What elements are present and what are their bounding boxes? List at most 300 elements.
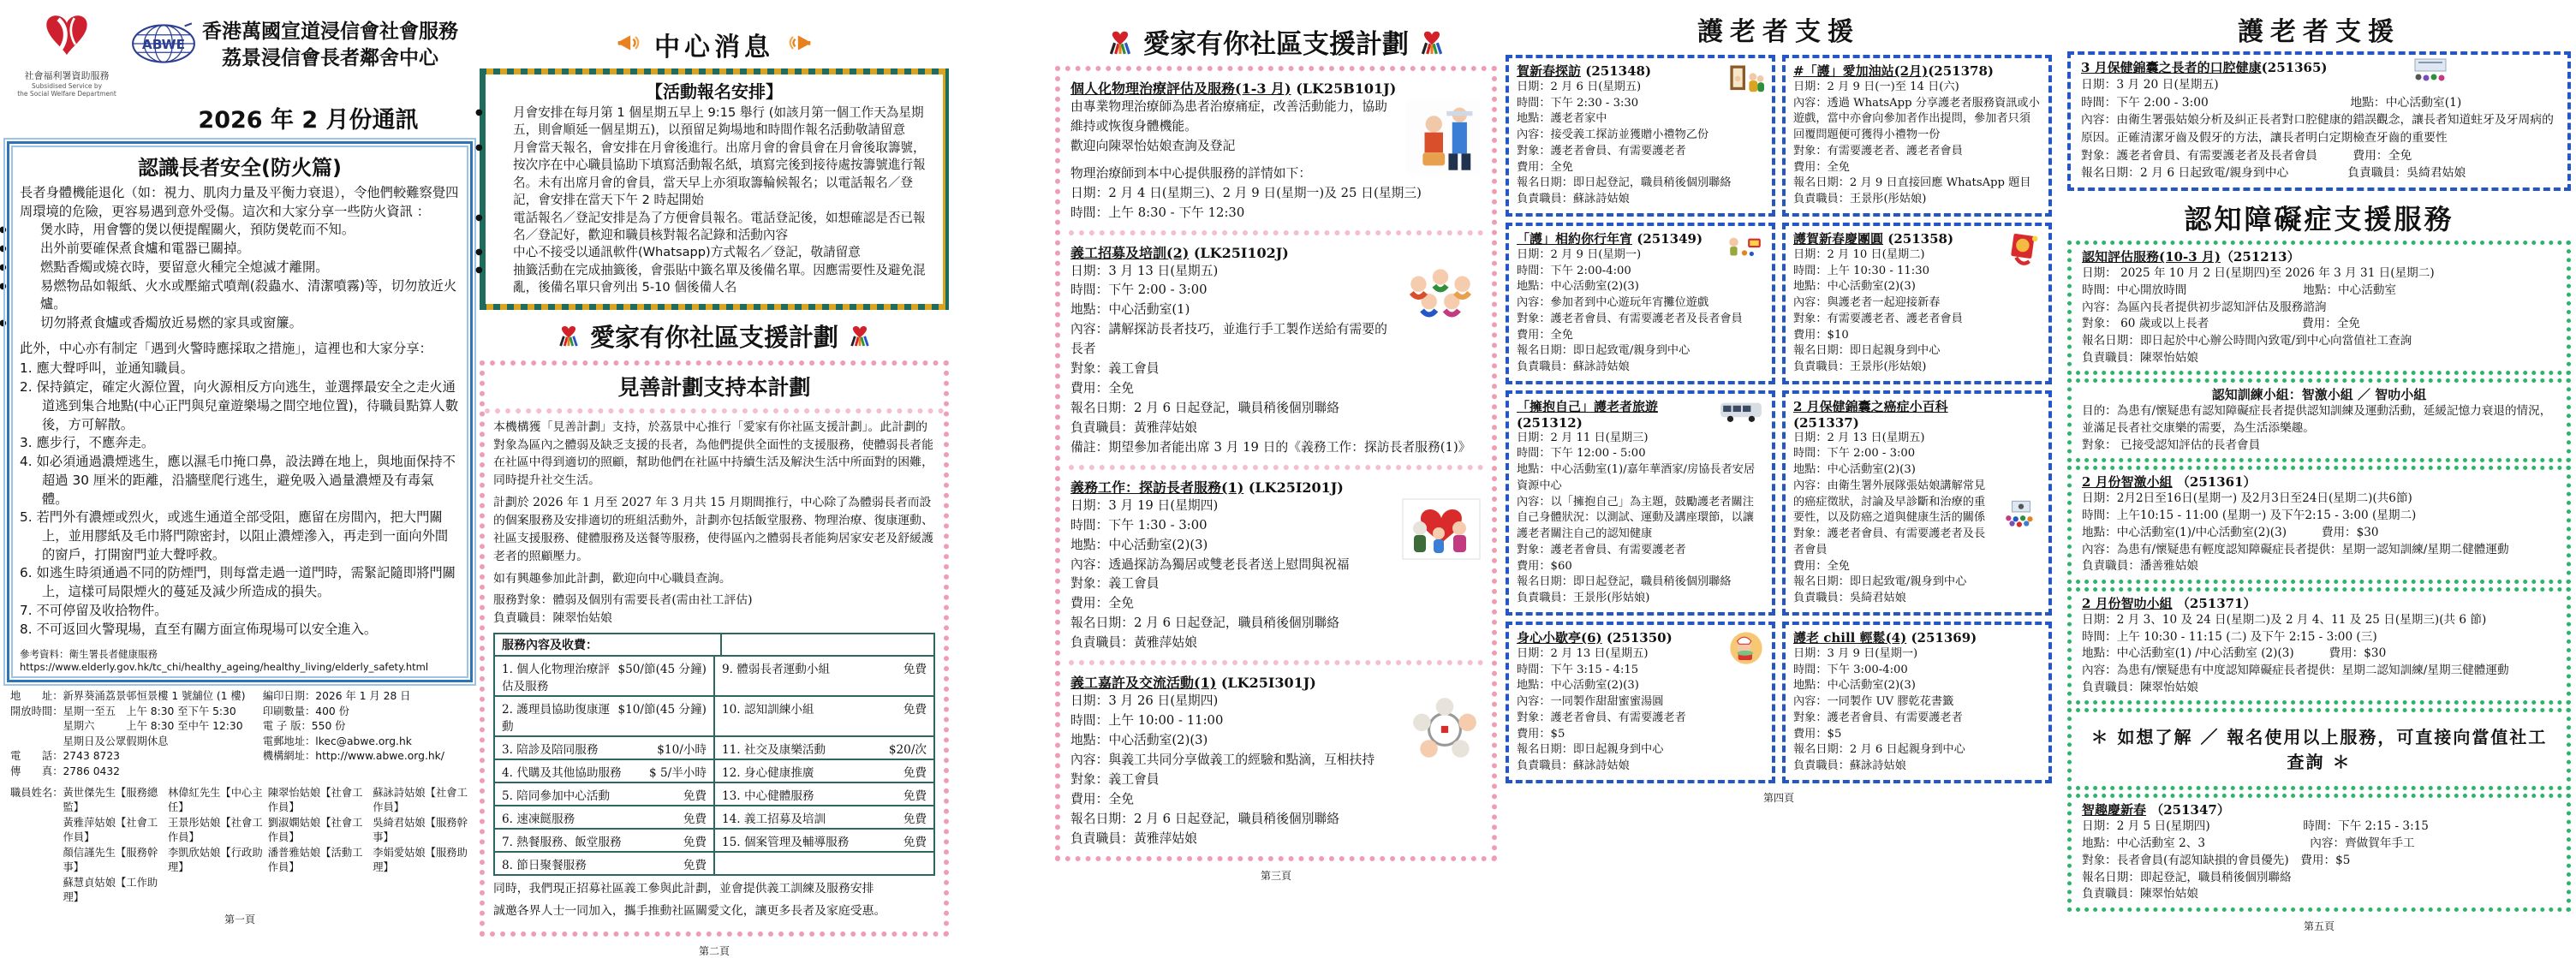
text-line: 時間：下午 2:00 - 3:00 bbox=[1070, 283, 1208, 298]
project-paragraph: 本機構獲「見善計劃」支持，於荔景中心推行「愛家有你社區支援計劃」。此計劃的對象為區內之體弱及缺乏支援的長者，為他們提供全面性的支援服務，使體弱長者能在社區中得到適切的照顧，幫助他們在社區中持續生活及解決生活中所面對的困難，同時提升社交生活。 bbox=[493, 419, 933, 488]
fire-safety-box bbox=[7, 141, 473, 682]
text-line: ● 月會當天報名，會安排在月會後進行。出席月會的會員會在月會後取籌號，按次序在中心職員協助下填寫活動報名紙，填寫完後到接待處按籌號進行報名。未有出席月會的會員，當天早上亦須取籌輪候報名；以電話報名／登記，會安排在當天下午 2 時起開始 bbox=[494, 140, 934, 210]
text-line: 地點：中心活動室(1)/嘉年華酒家/房協長者安居資源中心 bbox=[1517, 463, 1756, 492]
text-line: 日期：3 月 26 日(星期四) bbox=[1070, 693, 1219, 709]
text-line: 星期日及公眾假期休息 bbox=[10, 735, 169, 747]
activity-code: (251358) bbox=[1887, 230, 1954, 247]
activity-title: 「擁抱自己」護老者旅遊 bbox=[1517, 398, 1659, 414]
activity-box-cancer-talk bbox=[1782, 390, 2052, 616]
text-line: 對象：有需要護老者、護老者會員 bbox=[1793, 144, 1963, 158]
text-line: 時間：下午 2:00 - 3:00 地點：中心活動室(1) bbox=[2081, 95, 2462, 110]
text-line: 內容：與護老者一起迎接新春 bbox=[1793, 296, 1941, 310]
activity-heading bbox=[1070, 78, 1482, 98]
organisation-name bbox=[202, 19, 458, 72]
text-line: 負責職員：蘇詠詩姑娘 bbox=[1517, 193, 1630, 206]
fee-table-cell: 9. 體弱長者運動小組 免費 bbox=[713, 657, 933, 695]
megaphone-icon bbox=[617, 31, 641, 58]
organisation-name-line1: 香港萬國宣道浸信會社會服務 bbox=[202, 21, 458, 43]
text-line: ● 抽籤活動在完成抽籤後，會張貼中籤名單及後備名單。因應需要性及避免混亂，後備名單只會列出 5-10 個後備人名 bbox=[494, 262, 934, 297]
text-line: 地點：中心活動室(2)(3) bbox=[1517, 679, 1639, 693]
closing-line: 誠邀各界人士一同加入，攜手推動社區關愛文化，讓更多長者及家庭受惠。 bbox=[493, 903, 886, 918]
text-line: ● 月會安排在每月第 1 個星期五早上 9:15 舉行 (如該月第一個工作天為星期五，則會順延一個星期五)，以預留足夠場地和時間作報名活動敬請留意 bbox=[494, 104, 934, 140]
svg-text:ABWE: ABWE bbox=[141, 37, 186, 53]
activity-code: （251361） bbox=[2176, 474, 2257, 491]
text-line: 李娟愛姑娘【服務助理】 bbox=[373, 846, 468, 874]
kindness-project-box bbox=[480, 360, 949, 937]
text-line: 內容：為區內長者提供初步認知評估及服務諮詢 bbox=[2082, 300, 2327, 314]
text-line: 日期：2 月 13 日(星期五) bbox=[1793, 431, 1925, 444]
newsletter-page-1 bbox=[3, 0, 476, 925]
text-line: 劉淑嫻姑娘【社會工作員】 bbox=[267, 816, 363, 844]
newsletter-page-3 bbox=[1055, 0, 1497, 882]
text-line: 費用：全免 bbox=[1070, 596, 1134, 611]
text-line: 時間：上午 10:30 - 11:30 bbox=[1793, 264, 1929, 277]
registration-arrangement-title: 【活動報名安排】 bbox=[646, 81, 783, 102]
activity-title: #「護」愛加油站(2月) bbox=[1793, 63, 1929, 79]
activity-title: 2 月份智激小組 bbox=[2082, 474, 2173, 491]
carer-support-title: 護老者支援 bbox=[2238, 17, 2400, 47]
text-line: 內容：由衛生署外展隊張姑娘講解常見的癌症徵狀，討論及早診斷和治療的重要性，以及防癌之道與健康生活的關係 bbox=[1793, 479, 1986, 525]
text-line: 黃世傑先生【服務總監】 bbox=[63, 786, 158, 814]
fee-table-row bbox=[495, 783, 933, 806]
text-line: 負責職員：陳翠怡姑娘 bbox=[2082, 350, 2198, 365]
activity-code: (251349) bbox=[1637, 230, 1703, 247]
text-line: 由專業物理治療師為患者治療痛症，改善活動能力，協助維持或恢復身體機能。 bbox=[1070, 99, 1387, 134]
swd-caption-en1: Subsidised Service by bbox=[31, 82, 103, 90]
program-activities-box bbox=[1055, 66, 1497, 861]
centre-news-header bbox=[480, 26, 949, 63]
fee-table-header-row bbox=[495, 634, 933, 657]
text-line: 報名日期：2 月 9 日直接回應 WhatsApp 題目 bbox=[1793, 176, 2031, 190]
text-line: 費用：$5 bbox=[1517, 727, 1565, 741]
text-line: 對象：護老者會員、有需要護老者 bbox=[1517, 543, 1686, 556]
activity-code: (251337) bbox=[1793, 414, 1859, 431]
activity-title: 身心小歇亭(6) bbox=[1517, 629, 1602, 646]
text-line: 潘普雅姑娘【活動工作員】 bbox=[267, 846, 363, 874]
text-line: 時間：下午 3:00-4:00 bbox=[1793, 663, 1908, 676]
text-line: 對象： 60 歲或以上長者 費用：全免 bbox=[2082, 317, 2361, 331]
text-line: 費用：全免 bbox=[1517, 160, 1573, 174]
text-line: 報名日期：即日起親身到中心 bbox=[1517, 743, 1664, 757]
text-line: ● 燃點香燭或燒衣時，要留意火種完全熄滅才離開。 bbox=[20, 259, 460, 277]
activity-code: (LK25I301J) bbox=[1220, 675, 1316, 692]
text-line: 2. 保持鎮定，確定火源位置，向火源相反方向逃生，並選擇最安全之走火通道逃到集合地點(中心正門與兒童遊樂場之間空地位置)，待職員點算人數後，方可解散。 bbox=[20, 379, 459, 432]
text-line: 時間：下午 2:30 - 3:30 bbox=[1517, 96, 1639, 110]
activity-code: （251371） bbox=[2176, 595, 2257, 611]
text-line: 內容：由衛生署張姑娘分析及糾正長者對口腔健康的錯誤觀念，讓長者知道蛀牙及牙周病的原因。正確清潔牙齒及假牙的方法，讓長者明白定期檢查牙齒的重要性 bbox=[2081, 113, 2554, 146]
closing-line: 同時，我們現正招募社區義工參與此計劃，並會提供義工訓練及服務安排 bbox=[493, 882, 874, 896]
text-line: 對象：護老者會員、有需要護老者 bbox=[1793, 711, 1963, 724]
text-line: 負責職員：王景彤(彤姑娘) bbox=[1793, 360, 1927, 374]
text-line: 時間：上午 10:00 - 11:00 bbox=[1070, 713, 1224, 729]
activity-details bbox=[2082, 265, 2556, 366]
megaphone-icon bbox=[788, 31, 812, 58]
text-line: 1. 應大聲呼叫，並通知職員。 bbox=[20, 360, 194, 377]
activity-box-fair bbox=[1506, 223, 1775, 384]
text-line: 地點：中心活動室(1) bbox=[1070, 302, 1190, 318]
fee-table-cell bbox=[713, 853, 933, 874]
text-line: 地點：中心活動室(2)(3) bbox=[1070, 732, 1208, 747]
fee-table-cell: 8. 節日聚餐服務 免費 bbox=[502, 858, 707, 872]
text-line: 8. 不可返回火警現場，直至有關方面宣佈現場可以安全進入。 bbox=[20, 621, 378, 637]
activity-code: （251347） bbox=[2150, 802, 2230, 818]
text-line: 地 址：新界葵涌荔景邨恒景樓 1 號舖位 (1 樓) bbox=[10, 690, 246, 703]
page-number: 第三頁 bbox=[1260, 869, 1291, 882]
activity-box-new-year-craft bbox=[2067, 794, 2571, 912]
activity-title: 3 月保健錦囊之長者的口腔健康 bbox=[2081, 60, 2262, 75]
text-line: 負責職員：黃雅萍姑娘 bbox=[1070, 830, 1197, 846]
fee-table-cell: 4. 代購及其他協助服務 $ 5/半小時 bbox=[502, 765, 707, 780]
text-line: 負責職員：王景彤(彤姑娘) bbox=[1517, 592, 1650, 605]
page1-footer bbox=[3, 689, 476, 927]
text-line: 地點：中心活動室(2)(3) bbox=[1793, 463, 1916, 477]
activity-title: 護賀新春慶團圓 bbox=[1793, 230, 1884, 247]
text-line: 內容：為患有/懷疑患有中度認知障礙症長者提供：星期二認知訓練/星期三健體運動 bbox=[2082, 663, 2509, 678]
text-line: ● 易燃物品如報紙、火水或壓縮式噴劑(殺蟲水、清潔噴霧)等，切勿放近火爐。 bbox=[20, 277, 460, 314]
kindness-project-title: 見善計劃支持本計劃 bbox=[485, 367, 944, 414]
activity-section-volunteer-training bbox=[1069, 230, 1483, 465]
text-line: 負責職員：蘇詠詩姑娘 bbox=[1517, 759, 1630, 772]
text-line: 報名日期：即日起登記，職員稍後個別聯絡 bbox=[1517, 575, 1732, 589]
swd-heart-logo-icon bbox=[39, 51, 95, 67]
activity-title: 義工招募及培訓(2) bbox=[1070, 244, 1190, 261]
newsletter-page-5 bbox=[2066, 0, 2573, 932]
activity-details bbox=[2082, 612, 2556, 697]
text-line: 內容：講解探訪長者技巧，並進行手工製作送給有需要的長者 bbox=[1070, 322, 1387, 357]
text-line: 編印日期：2026 年 1 月 28 日 bbox=[262, 690, 411, 703]
text-line: 地點：中心活動室(1) /中心活動室 (2)(3) 費用：$30 bbox=[2082, 646, 2387, 661]
text-line: 費用：全免 bbox=[1793, 559, 1850, 573]
fire-safety-mid: 此外，中心亦有制定「遇到火警時應採取之措施」，這裡也和大家分享： bbox=[20, 340, 432, 356]
text-line: 負責職員：黃雅萍姑娘 bbox=[1070, 419, 1197, 435]
swd-caption-zh: 社會福利署資助服務 bbox=[24, 70, 110, 81]
sharing-circle-clipart bbox=[1410, 694, 1480, 768]
fee-table-cell: 1. 個人化物理治療評估及服務 $50/節(45 分鐘) bbox=[502, 662, 707, 693]
text-line: 時間：上午10:15 - 11:00 (星期一) 及下午2:15 - 3:00 (星期二) bbox=[2082, 509, 2417, 523]
activity-box-cognitive-training-intro bbox=[2067, 378, 2571, 462]
text-line: ● 煲水時，用會響的煲以便提醒關火，預防煲乾而不知。 bbox=[20, 221, 460, 240]
activity-box-chill bbox=[1782, 622, 2052, 783]
text-line: 日期：2 月 6 日(星期五) bbox=[1517, 80, 1642, 93]
text-line: 7. 不可停留及收拾物件。 bbox=[20, 602, 168, 618]
text-line: 時間：下午 12:00 - 5:00 bbox=[1517, 447, 1646, 461]
service-target: 服務對象：體弱及個別有需要長者(需由社工評估) bbox=[493, 593, 753, 608]
text-line: 內容：一同製作甜甜蜜蜜湯圓 bbox=[1517, 695, 1664, 709]
text-line: 對象： 已接受認知評估的長者會員 bbox=[2082, 437, 2261, 452]
family-heart-logo-icon bbox=[556, 321, 581, 350]
fee-table-row bbox=[495, 760, 933, 783]
program-title: 愛家有你社區支援計劃 bbox=[1143, 29, 1409, 60]
activity-title: 義務工作：探訪長者服務(1) bbox=[1070, 479, 1244, 496]
text-line: 傳 真：2786 0432 bbox=[10, 765, 120, 777]
text-line: 印刷數量：400 份 bbox=[262, 705, 349, 717]
text-line: 報名日期：即日起致電/親身到中心 bbox=[1517, 344, 1690, 358]
text-line: 日期：2 月 11 日(星期三) bbox=[1517, 431, 1649, 444]
carer-support-left-column bbox=[1506, 55, 1775, 783]
text-line: 負責職員：吳綺君姑娘 bbox=[1793, 592, 1906, 605]
activity-code: （251213） bbox=[2220, 249, 2300, 265]
activity-box-cognitive-assessment bbox=[2067, 241, 2571, 375]
text-line: 報名日期：即日起致電/親身到中心 bbox=[1793, 575, 1967, 589]
service-fee-table bbox=[493, 633, 935, 876]
activity-heading bbox=[1070, 242, 1482, 262]
text-line: 蘇詠詩姑娘【社會工作員】 bbox=[373, 786, 468, 814]
family-heart-logo-icon bbox=[847, 321, 873, 350]
activity-code: (251369) bbox=[1911, 629, 1977, 646]
activity-section-volunteer-sharing bbox=[1069, 660, 1483, 855]
text-line: 負責職員：陳翠怡姑娘 bbox=[2082, 680, 2198, 694]
abwe-globe-logo-icon bbox=[130, 22, 197, 68]
text-line: 費用：全免 bbox=[1517, 328, 1573, 342]
activity-box-zhiji-group bbox=[2067, 466, 2571, 584]
text-line: 對象：護老者會員、有需要護老者及長者會員 費用：全免 bbox=[2081, 148, 2412, 163]
text-line: 電郵地址：lkec@abwe.org.hk bbox=[262, 735, 412, 747]
text-line: 費用：$5 bbox=[1793, 727, 1842, 741]
activity-heading bbox=[1070, 672, 1482, 692]
text-line: 地點：中心活動室(2)(3) bbox=[1517, 280, 1639, 294]
activity-box-zhilek-group bbox=[2067, 587, 2571, 705]
text-line: 地點：中心活動室 2、3 內容：齊做賀年手工 bbox=[2082, 836, 2415, 851]
staff-list bbox=[10, 786, 469, 906]
cooking-icon bbox=[1728, 630, 1764, 669]
text-line: 開放時間：星期一至五 上午 8:30 至下午 5:30 bbox=[10, 705, 236, 717]
text-line: 地點：護老者家中 bbox=[1517, 112, 1607, 126]
fee-table-row bbox=[495, 697, 933, 737]
text-line: 報名日期：2 月 6 日起登記，職員稍後個別聯絡 bbox=[1070, 616, 1340, 631]
text-line: ● 切勿將煮食爐或香燭放近易燃的家具或窗簾。 bbox=[20, 314, 460, 333]
text-line: 蘇慧貞姑娘【工作助理】 bbox=[63, 876, 158, 904]
text-line: 日期：2 月 9 日(一)至 14 日(六) bbox=[1793, 80, 1959, 93]
text-line: 歡迎向陳翠怡姑娘查詢及登記 bbox=[1070, 138, 1236, 153]
registration-arrangement-box bbox=[480, 68, 949, 310]
text-line: 報名日期：即日起登記，職員稍後個別聯絡 bbox=[1517, 176, 1732, 190]
newsletter-page-4 bbox=[1506, 0, 2052, 804]
text-line: 電 話：2743 8723 bbox=[10, 750, 120, 763]
fee-table-cell: 14. 義工招募及培訓 免費 bbox=[713, 806, 933, 828]
fee-table-cell: 11. 社交及康樂活動 $20/次 bbox=[713, 737, 933, 759]
fee-table-body bbox=[495, 657, 933, 874]
text-line: 對象：義工會員 bbox=[1070, 576, 1160, 592]
registration-arrangement-bullets bbox=[494, 104, 934, 297]
text-line: 對象：義工會員 bbox=[1070, 771, 1160, 787]
text-line: 負責職員：蘇詠詩姑娘 bbox=[1517, 360, 1630, 374]
text-line: 目的：為患有/懷疑患有認知障礙症長者提供認知訓練及運動活動，延緩記憶力衰退的情況，並滿足長者社交康樂的需要，為生活添樂趣。 bbox=[2082, 404, 2552, 436]
organisation-name-line2: 荔景浸信會長者鄰舍中心 bbox=[222, 47, 438, 70]
activity-box-new-year-visit bbox=[1506, 55, 1775, 217]
text-line: 內容：透過 WhatsApp 分享護老者服務資訊或小遊戲，當中亦會向參加者作出提問，參加者只須回覆問題便可獲得小禮物一份 bbox=[1793, 96, 2040, 142]
text-line: 日期：2 月 4 日(星期三)、2 月 9 日(星期一)及 25 日(星期三) bbox=[1070, 185, 1422, 200]
text-line: 報名日期：2 月 6 日起登記，職員稍後個別聯絡 bbox=[1070, 811, 1340, 826]
activity-title: 2 月保健錦囊之癌症小百科 bbox=[1793, 398, 1948, 414]
text-line: 王景彤姑娘【社會工作員】 bbox=[167, 816, 263, 844]
activity-details bbox=[1517, 431, 1764, 607]
fee-table-header: 服務內容及收費： bbox=[495, 634, 722, 655]
text-line: 對象：護老者會員、有需要護老者 bbox=[1517, 711, 1686, 724]
activity-code: (LK25I201J) bbox=[1248, 479, 1344, 496]
activity-code: (251365) bbox=[2261, 60, 2328, 75]
centre-news-title: 中心消息 bbox=[654, 33, 774, 62]
text-line: 地點：中心活動室(1)/中心活動室(2)(3) 費用：$30 bbox=[2082, 525, 2379, 539]
text-line: 日期：3 月 20 日(星期五) bbox=[2081, 78, 2219, 92]
page-number: 第五頁 bbox=[2303, 920, 2334, 932]
text-line: 地點：中心活動室(2)(3) bbox=[1793, 679, 1916, 693]
fee-table-cell: 13. 中心健體服務 免費 bbox=[713, 783, 933, 805]
text-line: 負責職員：陳翠怡姑娘 bbox=[2082, 887, 2198, 901]
fire-safety-reference-link[interactable]: 參考資料：衛生署長者健康服務 https://www.elderly.gov.hk/tc_chi/healthy_ageing/healthy_living/elderly_safety.html bbox=[20, 648, 429, 674]
text-line: 日期：2 月 9 日(星期一) bbox=[1517, 247, 1642, 261]
carer-support-title: 護老者支援 bbox=[1697, 17, 1860, 47]
activity-box-oral-health bbox=[2067, 51, 2571, 191]
fee-table-row bbox=[495, 830, 933, 853]
enquiry-notice-box bbox=[2067, 708, 2571, 790]
text-line: 星期六 上午 8:30 至中午 12:30 bbox=[10, 720, 243, 733]
fee-table-cell: 7. 熱餐服務、飯堂服務 免費 bbox=[502, 835, 707, 849]
fire-safety-bullets bbox=[20, 221, 460, 332]
text-line: 報名日期：2 月 6 日起親身到中心 bbox=[1793, 743, 1965, 757]
activity-code: (LK25I102J) bbox=[1193, 244, 1289, 261]
text-line: 時間：上午 8:30 - 下午 12:30 bbox=[1070, 205, 1245, 220]
swd-logo-block bbox=[3, 7, 130, 98]
program-title: 愛家有你社區支援計劃 bbox=[589, 322, 838, 352]
text-line: 對象：義工會員 bbox=[1070, 361, 1160, 377]
text-line: 負責職員：蘇詠詩姑娘 bbox=[1793, 759, 1906, 772]
staff-list-label: 職員姓名： bbox=[10, 786, 63, 799]
text-line: 地點：中心活動室(2)(3) bbox=[1070, 537, 1208, 552]
fire-safety-title: 認識長者安全(防火篇) bbox=[138, 156, 342, 180]
text-line: 日期：3 月 19 日(星期四) bbox=[1070, 497, 1219, 513]
fee-table-row bbox=[495, 737, 933, 760]
visit-heart-clipart bbox=[1403, 499, 1480, 562]
text-line: 時間：中心開放時間 地點：中心活動室 bbox=[2082, 283, 2397, 297]
fee-table-cell: 5. 陪同參加中心活動 免費 bbox=[502, 788, 707, 803]
page-number: 第二頁 bbox=[698, 944, 730, 957]
family-heart-logo-icon bbox=[1417, 26, 1446, 58]
activity-details bbox=[1793, 80, 2041, 208]
text-line: 時間：下午 2:00 - 3:00 bbox=[1793, 447, 1916, 461]
text-line: 對象：護老者會員、有需要護老者及長者會員 bbox=[1793, 527, 1986, 556]
text-line: 內容：一同製作 UV 膠乾花書籤 bbox=[1793, 695, 1954, 709]
centre-contact-info bbox=[10, 689, 263, 779]
text-line: 報名日期：即日起於中心辦公時間內致電/到中心向當值社工查詢 bbox=[2082, 333, 2412, 348]
activity-code: (251348) bbox=[1585, 63, 1652, 79]
text-line: 內容：為患有/懷疑患有輕度認知障礙症長者提供：星期一認知訓練/星期二健體運動 bbox=[2082, 542, 2509, 556]
fee-table-cell: 15. 個案管理及輔導服務 免費 bbox=[713, 830, 933, 851]
text-line: 報名日期：2 月 6 日起致電/親身到中心 負責職員：吳綺君姑娘 bbox=[2081, 166, 2466, 181]
swd-caption-en2: the Social Welfare Department bbox=[17, 90, 116, 98]
activity-details bbox=[2082, 403, 2556, 454]
activity-details bbox=[2082, 491, 2556, 575]
text-line: 林偉紅先生【中心主任】 bbox=[167, 786, 263, 814]
text-line: 費用：$60 bbox=[1517, 559, 1572, 573]
text-line: 報名日期：即日起親身到中心 bbox=[1793, 344, 1941, 358]
text-line: ● 電話報名／登記安排是為了方便會員報名。電話登記後，如想確認是否已報名／登記好，歡迎和職員核對報名記錄和活動內容 bbox=[494, 210, 934, 245]
text-line: 內容：接受義工探訪並獲贈小禮物乙份 bbox=[1517, 128, 1709, 142]
activity-title: 認知評估服務(10-3 月) bbox=[2082, 249, 2221, 265]
page-number: 第一頁 bbox=[224, 913, 255, 925]
dementia-support-boxes bbox=[2067, 241, 2571, 912]
bus-icon bbox=[1720, 399, 1764, 426]
activity-section-visit-service bbox=[1069, 465, 1483, 660]
text-line: 日期：2 月 13 日(星期五) bbox=[1517, 646, 1649, 660]
text-line: 對象：護老者會員、有需要護老者及長者會員 bbox=[1517, 312, 1743, 325]
physiotherapy-clipart bbox=[1406, 100, 1480, 177]
activity-details bbox=[2082, 818, 2556, 903]
text-line: 吳綺君姑娘【服務幹事】 bbox=[373, 816, 468, 844]
staff-in-charge: 負責職員：陳翠怡姑娘 bbox=[493, 611, 612, 626]
fee-table-row bbox=[495, 657, 933, 697]
text-line: 報名日期：2 月 6 日起登記，職員稍後個別聯絡 bbox=[1070, 400, 1340, 415]
text-line: 電 子 版：550 份 bbox=[262, 720, 346, 733]
text-line: 對象：長者會員(有認知缺損的會員優先) 費用：$5 bbox=[2082, 853, 2351, 867]
text-line: 李凱欣姑娘【行政助理】 bbox=[167, 846, 263, 874]
activity-code: (251350) bbox=[1606, 629, 1673, 646]
fee-table-cell: 10. 認知訓練小組 免費 bbox=[713, 697, 933, 735]
activity-title: 智趣慶新春 bbox=[2082, 802, 2147, 818]
fee-table-row bbox=[495, 853, 933, 874]
activity-title: 護老 chill 輕鬆(4) bbox=[1793, 629, 1907, 646]
fair-game-icon bbox=[1725, 231, 1764, 262]
text-line: 地點：中心活動室(2)(3) bbox=[1793, 280, 1916, 294]
text-line: 報名日期：即起登記，職員稍後個別聯絡 bbox=[2082, 870, 2292, 884]
text-line: 備註：期望參加者能出席 3 月 19 日的《義務工作：探訪長者服務(1)》 bbox=[1070, 439, 1471, 455]
fee-table-cell: 2. 護理員協助復康運動 $10/節(45 分鐘) bbox=[502, 702, 707, 734]
activity-code: (251312) bbox=[1517, 414, 1583, 431]
fire-escape-steps bbox=[20, 360, 460, 639]
fai-chun-icon bbox=[2007, 231, 2041, 272]
activity-box-whatsapp-station bbox=[1782, 55, 2052, 217]
text-line: 費用：$10 bbox=[1793, 328, 1849, 342]
home-visit-icon bbox=[1726, 63, 1764, 99]
project-paragraph: 計劃於 2026 年 1 月至 2027 年 3 月共 15 月期間推行，中心除了為體弱長者而設的個案服務及安排適切的班組活動外，計劃亦包括飯堂服務、物理治療、復康運動、社區支援服務、健體服務及送餐等服務，使得區內之體弱長者能夠居家安老及舒緩護老者的照顧壓力。 bbox=[493, 496, 933, 563]
text-line: ● 出外前要確保煮食爐和電器已關掉。 bbox=[20, 240, 460, 259]
text-line: 費用：全免 bbox=[1070, 381, 1134, 396]
newsletter-page-2 bbox=[480, 0, 949, 957]
text-line: 時間：下午 1:30 - 3:00 bbox=[1070, 517, 1208, 533]
text-line: 日期：2 月 3、10 及 24 日(星期二)及 2 月 4、11 及 25 日(星期三)(共 6 節) bbox=[2082, 612, 2487, 627]
activity-title: 認知訓練小組：智激小組 ／ 智叻小組 bbox=[2211, 387, 2427, 403]
text-line: 3. 應步行，不應奔走。 bbox=[20, 435, 155, 451]
publication-info[interactable] bbox=[263, 689, 469, 779]
activity-heading bbox=[1070, 477, 1482, 497]
text-line: 對象：護老者會員、有需要護老者 bbox=[1517, 144, 1686, 158]
fee-table-header-empty bbox=[722, 634, 933, 655]
staff-grid bbox=[63, 786, 470, 906]
fee-table-cell: 3. 陪診及陪同服務 $10/小時 bbox=[502, 742, 707, 757]
activity-title: 2 月份智叻小組 bbox=[2082, 595, 2173, 611]
activity-section-physio bbox=[1069, 71, 1483, 230]
activity-box-carer-tour bbox=[1506, 390, 1775, 616]
family-heart-logo-icon bbox=[1106, 26, 1135, 58]
text-line: 機構網址：http://www.abwe.org.hk/ bbox=[262, 750, 444, 763]
text-line: 日期：3 月 13 日(星期五) bbox=[1070, 263, 1219, 278]
text-line: 黃雅萍姑娘【社會工作員】 bbox=[63, 816, 158, 844]
program-title-row bbox=[480, 318, 949, 354]
activity-title: 「護」相約你行年宵 bbox=[1517, 230, 1633, 247]
text-line: 對象：有需要護老者、護老者會員 bbox=[1793, 312, 1963, 325]
activity-box-new-year-gathering bbox=[1782, 223, 2052, 384]
text-line: 負責職員：潘善雅姑娘 bbox=[2082, 559, 2198, 574]
text-line: 時間：上午 10:30 - 11:15 (二) 及下午 2:15 - 3:00 (三) bbox=[2082, 629, 2377, 644]
activity-title: 賀新春探訪 bbox=[1517, 63, 1582, 79]
activity-title: 義工嘉許及交流活動(1) bbox=[1070, 675, 1217, 692]
activity-details bbox=[2081, 76, 2557, 182]
fee-table-row bbox=[495, 806, 933, 830]
fee-table-cell: 6. 速凍餸服務 免費 bbox=[502, 812, 707, 826]
text-line: 費用：全免 bbox=[1070, 791, 1134, 806]
fire-safety-intro: 長者身體機能退化（如：視力、肌肉力量及平衡力衰退），令他們較難察覺四周環境的危險，更容易遇到意外受傷。這次和大家分享一些防火資訊 ： bbox=[20, 185, 459, 219]
text-line: 內容：參加者到中心遊玩年宵攤位遊戲 bbox=[1517, 296, 1709, 310]
activity-details bbox=[1517, 646, 1764, 775]
